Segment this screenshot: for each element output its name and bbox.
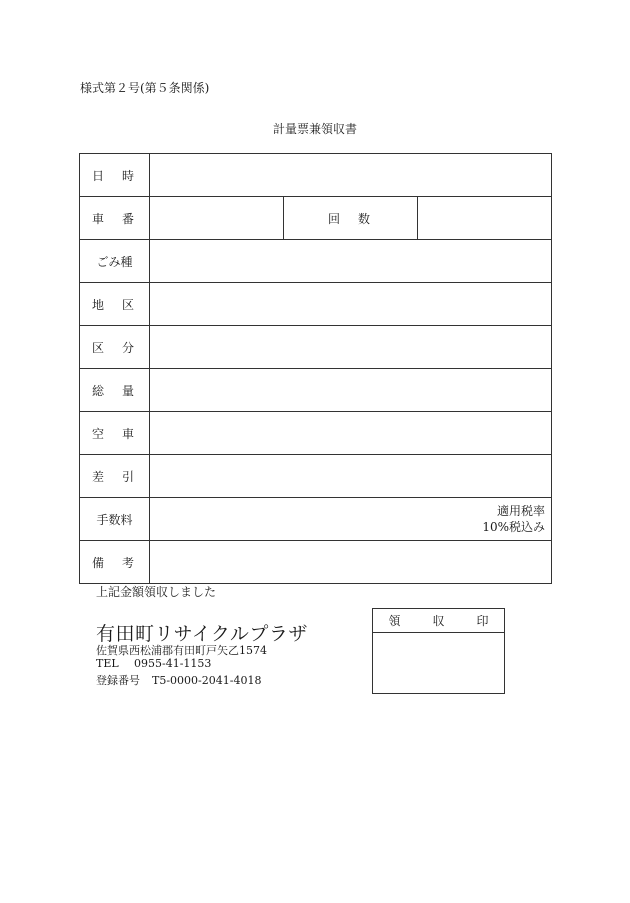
label-area: 地 区 xyxy=(80,283,150,326)
row-gross-weight xyxy=(80,369,552,412)
row-empty-vehicle xyxy=(80,412,552,455)
tax-rate-label: 適用税率 xyxy=(496,504,545,518)
value-fee xyxy=(150,498,552,541)
row-category xyxy=(80,326,552,369)
value-net xyxy=(150,455,552,498)
label-net: 差 引 xyxy=(80,455,150,498)
value-area xyxy=(150,283,552,326)
organization-name: 有田町リサイクルプラザ xyxy=(96,623,308,645)
row-waste-type xyxy=(80,240,552,283)
value-count xyxy=(418,197,552,240)
label-count: 回 数 xyxy=(284,197,418,240)
label-vehicle-no: 車 番 xyxy=(80,197,150,240)
weighing-table xyxy=(79,153,552,584)
value-waste-type xyxy=(150,240,552,283)
label-category: 区 分 xyxy=(80,326,150,369)
form-number: 様式第２号(第５条関係) xyxy=(80,81,210,95)
tel-number: 0955-41-1153 xyxy=(134,657,212,670)
row-vehicle xyxy=(80,197,552,240)
value-gross-weight xyxy=(150,369,552,412)
label-gross-weight: 総 量 xyxy=(80,369,150,412)
label-fee: 手数料 xyxy=(80,498,150,541)
value-remarks xyxy=(150,541,552,584)
value-vehicle-no xyxy=(150,197,284,240)
tel-label: TEL xyxy=(96,657,119,670)
reg-label: 登録番号 xyxy=(96,674,140,687)
receipt-statement: 上記金額領収しました xyxy=(96,585,217,599)
registration-number xyxy=(96,672,261,688)
row-area xyxy=(80,283,552,326)
row-net xyxy=(80,455,552,498)
value-datetime xyxy=(150,154,552,197)
reg-number: T5-0000-2041-4018 xyxy=(152,674,262,687)
stamp-label: 領 収 印 xyxy=(373,609,504,633)
organization-address: 佐賀県西松浦郡有田町戸矢乙1574 xyxy=(96,644,267,657)
label-remarks: 備 考 xyxy=(80,541,150,584)
value-empty-vehicle xyxy=(150,412,552,455)
label-empty-vehicle: 空 車 xyxy=(80,412,150,455)
value-category xyxy=(150,326,552,369)
row-remarks xyxy=(80,541,552,584)
row-fee xyxy=(80,498,552,541)
row-datetime xyxy=(80,154,552,197)
organization-tel xyxy=(96,657,211,670)
tax-included-label: 10%税込み xyxy=(482,520,545,534)
label-datetime: 日 時 xyxy=(80,154,150,197)
document-title: 計量票兼領収書 xyxy=(272,122,357,136)
label-waste-type: ごみ種 xyxy=(80,240,150,283)
receipt-stamp-box xyxy=(372,608,505,694)
